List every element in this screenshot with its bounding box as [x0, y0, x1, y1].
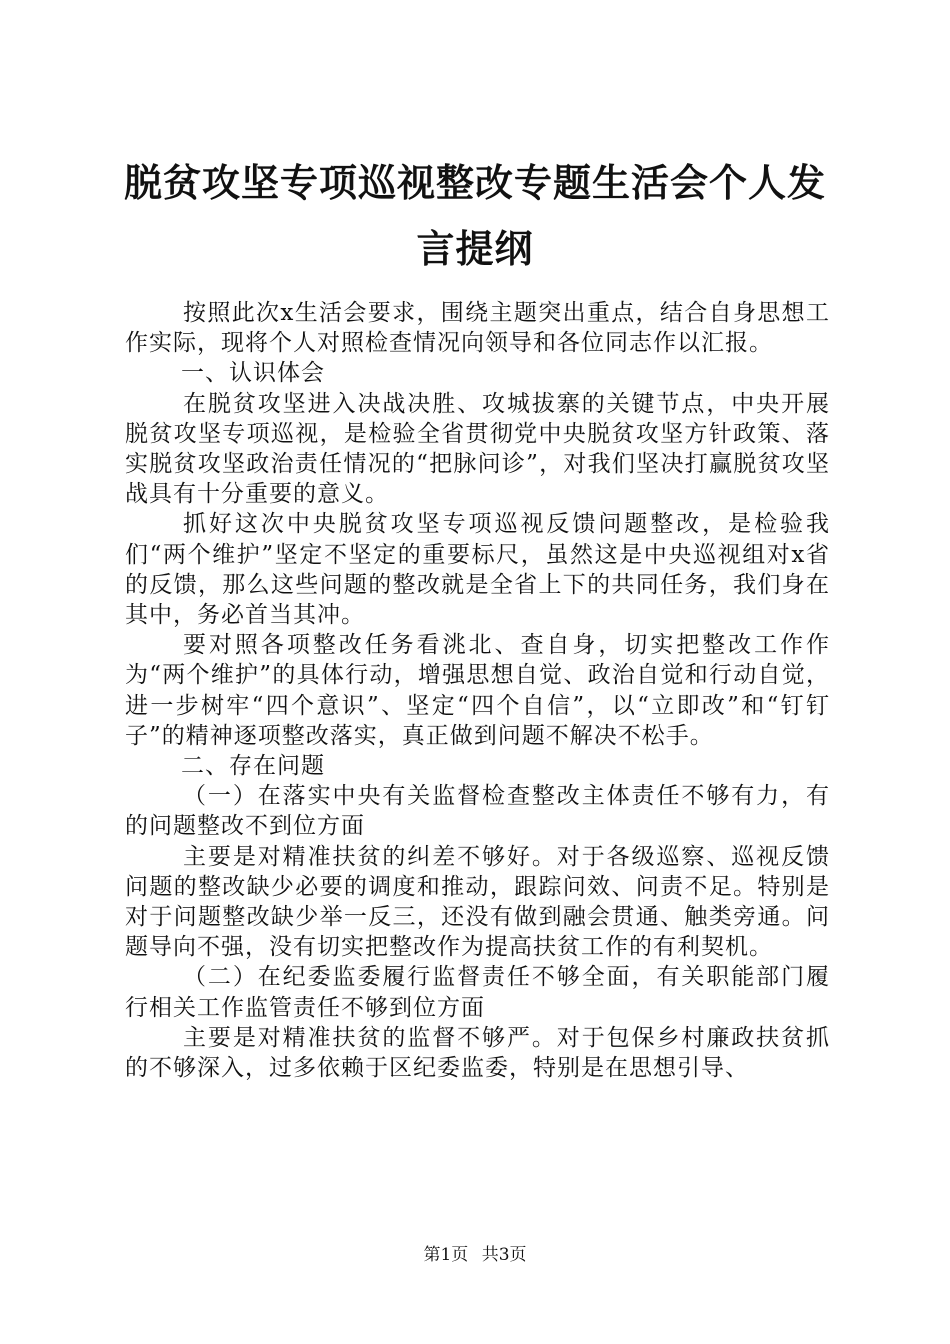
page-footer	[0, 1244, 950, 1266]
document-body	[125, 298, 830, 1083]
subsection-heading-1: （一）在落实中央有关监督检查整改主体责任不够有力，有的问题整改不到位方面	[125, 783, 830, 840]
page-total: 共3页	[481, 1245, 527, 1265]
section-heading-1: 一、认识体会	[181, 360, 325, 387]
paragraph: 在脱贫攻坚进入决战决胜、攻城拔寨的关键节点，中央开展脱贫攻坚专项巡视，是检验全省贯彻党中央脱贫攻坚方针政策、落实脱贫攻坚政治责任情况的“把脉问诊”，对我们坚决打赢脱贫攻坚战具有十分重要的意义。	[125, 390, 830, 508]
section-heading-2: 二、存在问题	[181, 753, 325, 780]
paragraph: 主要是对精准扶贫的纠差不够好。对于各级巡察、巡视反馈问题的整改缺少必要的调度和推动，跟踪问效、问责不足。特别是对于问题整改缺少举一反三，还没有做到融会贯通、触类旁通。问题导向不强，没有切实把整改作为提高扶贫工作的有利契机。	[125, 843, 830, 961]
paragraph: 要对照各项整改任务看洮北、查自身，切实把整改工作作为“两个维护”的具体行动，增强思想自觉、政治自觉和行动自觉，进一步树牢“四个意识”、坚定“四个自信”，以“立即改”和“钉钉子”的精神逐项整改落实，真正做到问题不解决不松手。	[125, 632, 830, 749]
paragraph: 抓好这次中央脱贫攻坚专项巡视反馈问题整改，是检验我们“两个维护”坚定不坚定的重要标尺，虽然这是中央巡视组对x省的反馈，那么这些问题的整改就是全省上下的共同任务，我们身在其中，务必首当其冲。	[125, 511, 830, 629]
paragraph-intro: 按照此次x生活会要求，围绕主题突出重点，结合自身思想工作实际，现将个人对照检查情况向领导和各位同志作以汇报。	[125, 300, 830, 357]
subsection-heading-2: （二）在纪委监委履行监督责任不够全面，有关职能部门履行相关工作监管责任不够到位方面	[125, 964, 830, 1021]
page-number: 第1页	[423, 1245, 469, 1265]
document-title: 脱贫攻坚专项巡视整改专题生活会个人发言提纲	[123, 161, 826, 271]
paragraph: 主要是对精准扶贫的监督不够严。对于包保乡村廉政扶贫抓的不够深入，过多依赖于区纪委监委，特别是在思想引导、	[125, 1024, 830, 1082]
